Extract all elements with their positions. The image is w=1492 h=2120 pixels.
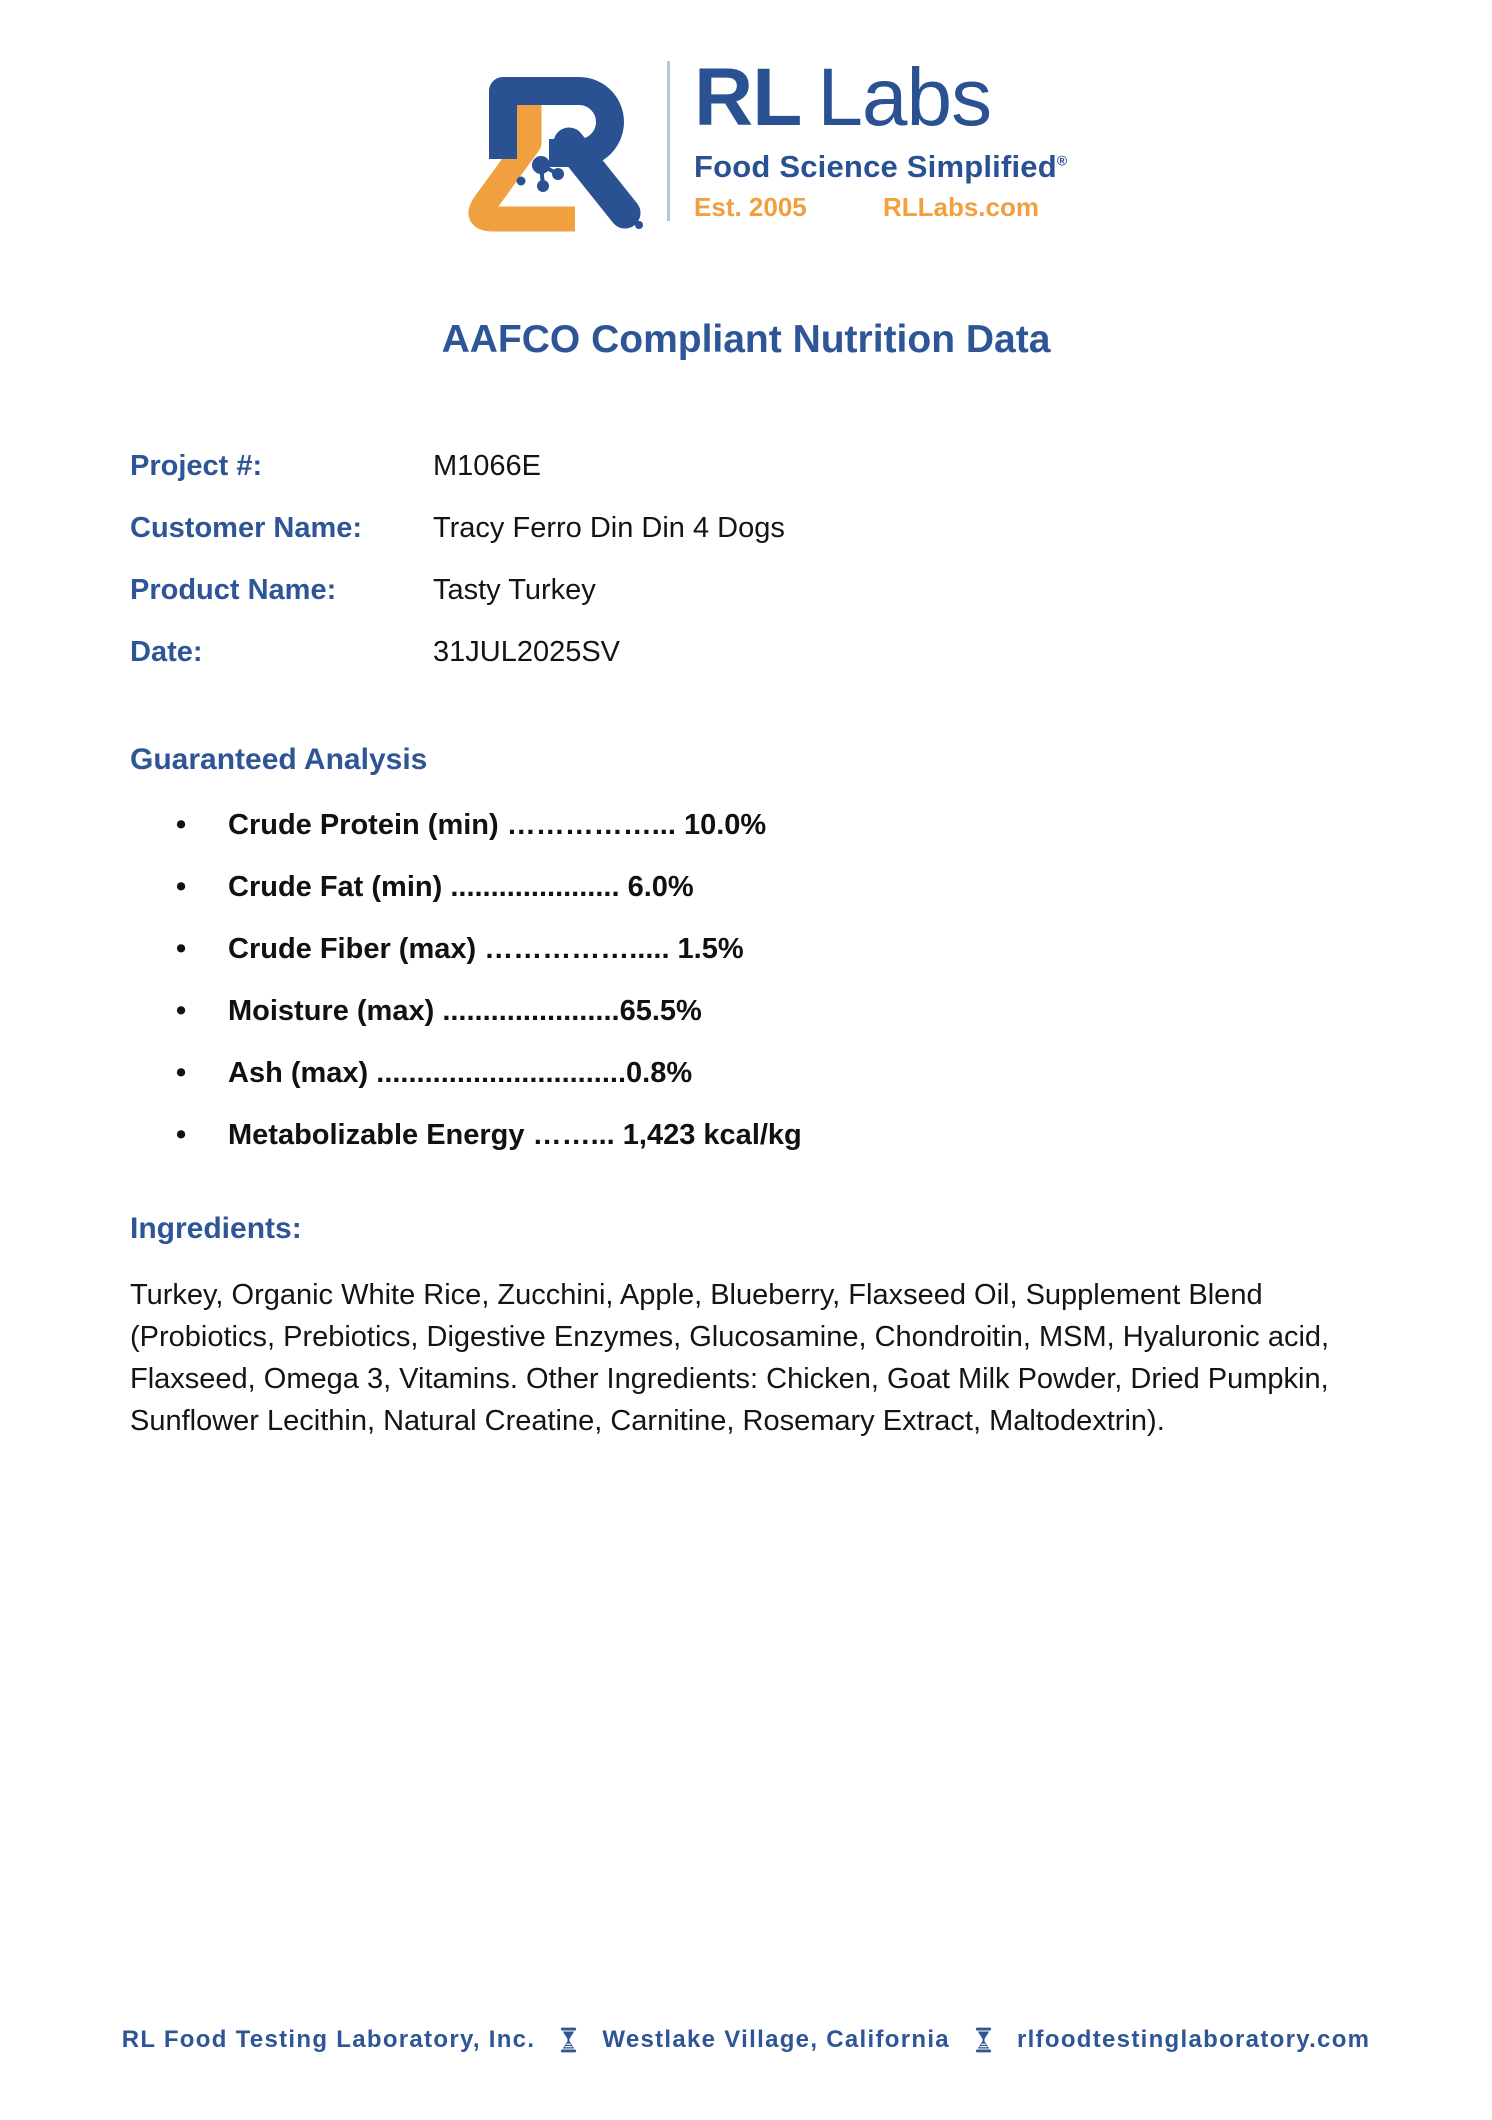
brand-tagline: Food Science Simplified® — [694, 149, 1068, 184]
established-label: Est. 2005 — [694, 192, 807, 222]
page-title: AAFCO Compliant Nutrition Data — [441, 318, 1051, 361]
brand-name — [694, 52, 1039, 143]
ga-item-crude-fiber: • Crude Fiber (max) ……………..... 1.5% — [176, 933, 1492, 966]
footer-company: RL Food Testing Laboratory, Inc. — [121, 2026, 536, 2053]
hourglass-icon — [559, 2026, 578, 2054]
brand-name-bold: RL — [694, 52, 802, 143]
date-label: Date: — [130, 636, 203, 668]
logo-text-block — [694, 52, 1068, 223]
ga-item-crude-fat: • Crude Fat (min) ..................... 6.0% — [176, 871, 1492, 904]
project-meta — [130, 450, 1492, 669]
ga-item-metabolizable-energy: • Metabolizable Energy ……... 1,423 kcal/kg — [176, 1119, 1492, 1152]
registered-dot — [635, 221, 643, 229]
ga-item-moisture: • Moisture (max) ......................65.5% — [176, 995, 1492, 1028]
meta-row-project — [130, 450, 1492, 483]
ga-item-ash: • Ash (max) ...............................0.8% — [176, 1057, 1492, 1090]
brand-meta-row — [694, 192, 1039, 223]
project-number-label: Project #: — [130, 450, 263, 482]
hourglass-icon — [974, 2026, 993, 2054]
brand-name-light: Labs — [817, 52, 992, 143]
product-name-value: Tasty Turkey — [433, 574, 596, 606]
customer-name-value: Tracy Ferro Din Din 4 Dogs — [433, 512, 785, 544]
logo-divider — [667, 61, 670, 221]
ga-item-crude-protein: • Crude Protein (min) ……………... 10.0% — [176, 809, 1492, 842]
footer-website: rlfoodtestinglaboratory.com — [1016, 2026, 1371, 2053]
guaranteed-analysis-list — [176, 809, 1492, 1152]
product-name-label: Product Name: — [130, 574, 337, 606]
registered-mark: ® — [1056, 152, 1068, 169]
footer-location: Westlake Village, California — [602, 2026, 950, 2053]
rl-labs-logo — [0, 0, 1492, 235]
project-number-value: M1066E — [433, 450, 542, 482]
ingredients-heading: Ingredients: — [130, 1212, 302, 1245]
guaranteed-analysis-heading: Guaranteed Analysis — [130, 743, 428, 776]
page-footer — [0, 2026, 1492, 2054]
customer-name-label: Customer Name: — [130, 512, 363, 544]
meta-row-customer — [130, 512, 1492, 545]
brand-website: RLLabs.com — [882, 192, 1039, 222]
meta-row-date — [130, 636, 1492, 669]
ingredients-paragraph: Turkey, Organic White Rice, Zucchini, Apple, Blueberry, Flaxseed Oil, Supplement Blend (Probiotics, Prebiotics, Digestive Enzymes, Glucosamine, Chondroitin, MSM, Hyaluronic acid, Flaxseed, Omega 3, Vitamins. Other Ingredients: Chicken, Goat Milk Powder, Dried Pumpkin, Sunflower Lecithin, Natural Creatine, Carnitine, Rosemary Extract, Maltodextrin). — [130, 1279, 1330, 1437]
flask-r-monogram-icon — [453, 55, 649, 233]
meta-row-product — [130, 574, 1492, 607]
date-value: 31JUL2025SV — [433, 636, 621, 668]
